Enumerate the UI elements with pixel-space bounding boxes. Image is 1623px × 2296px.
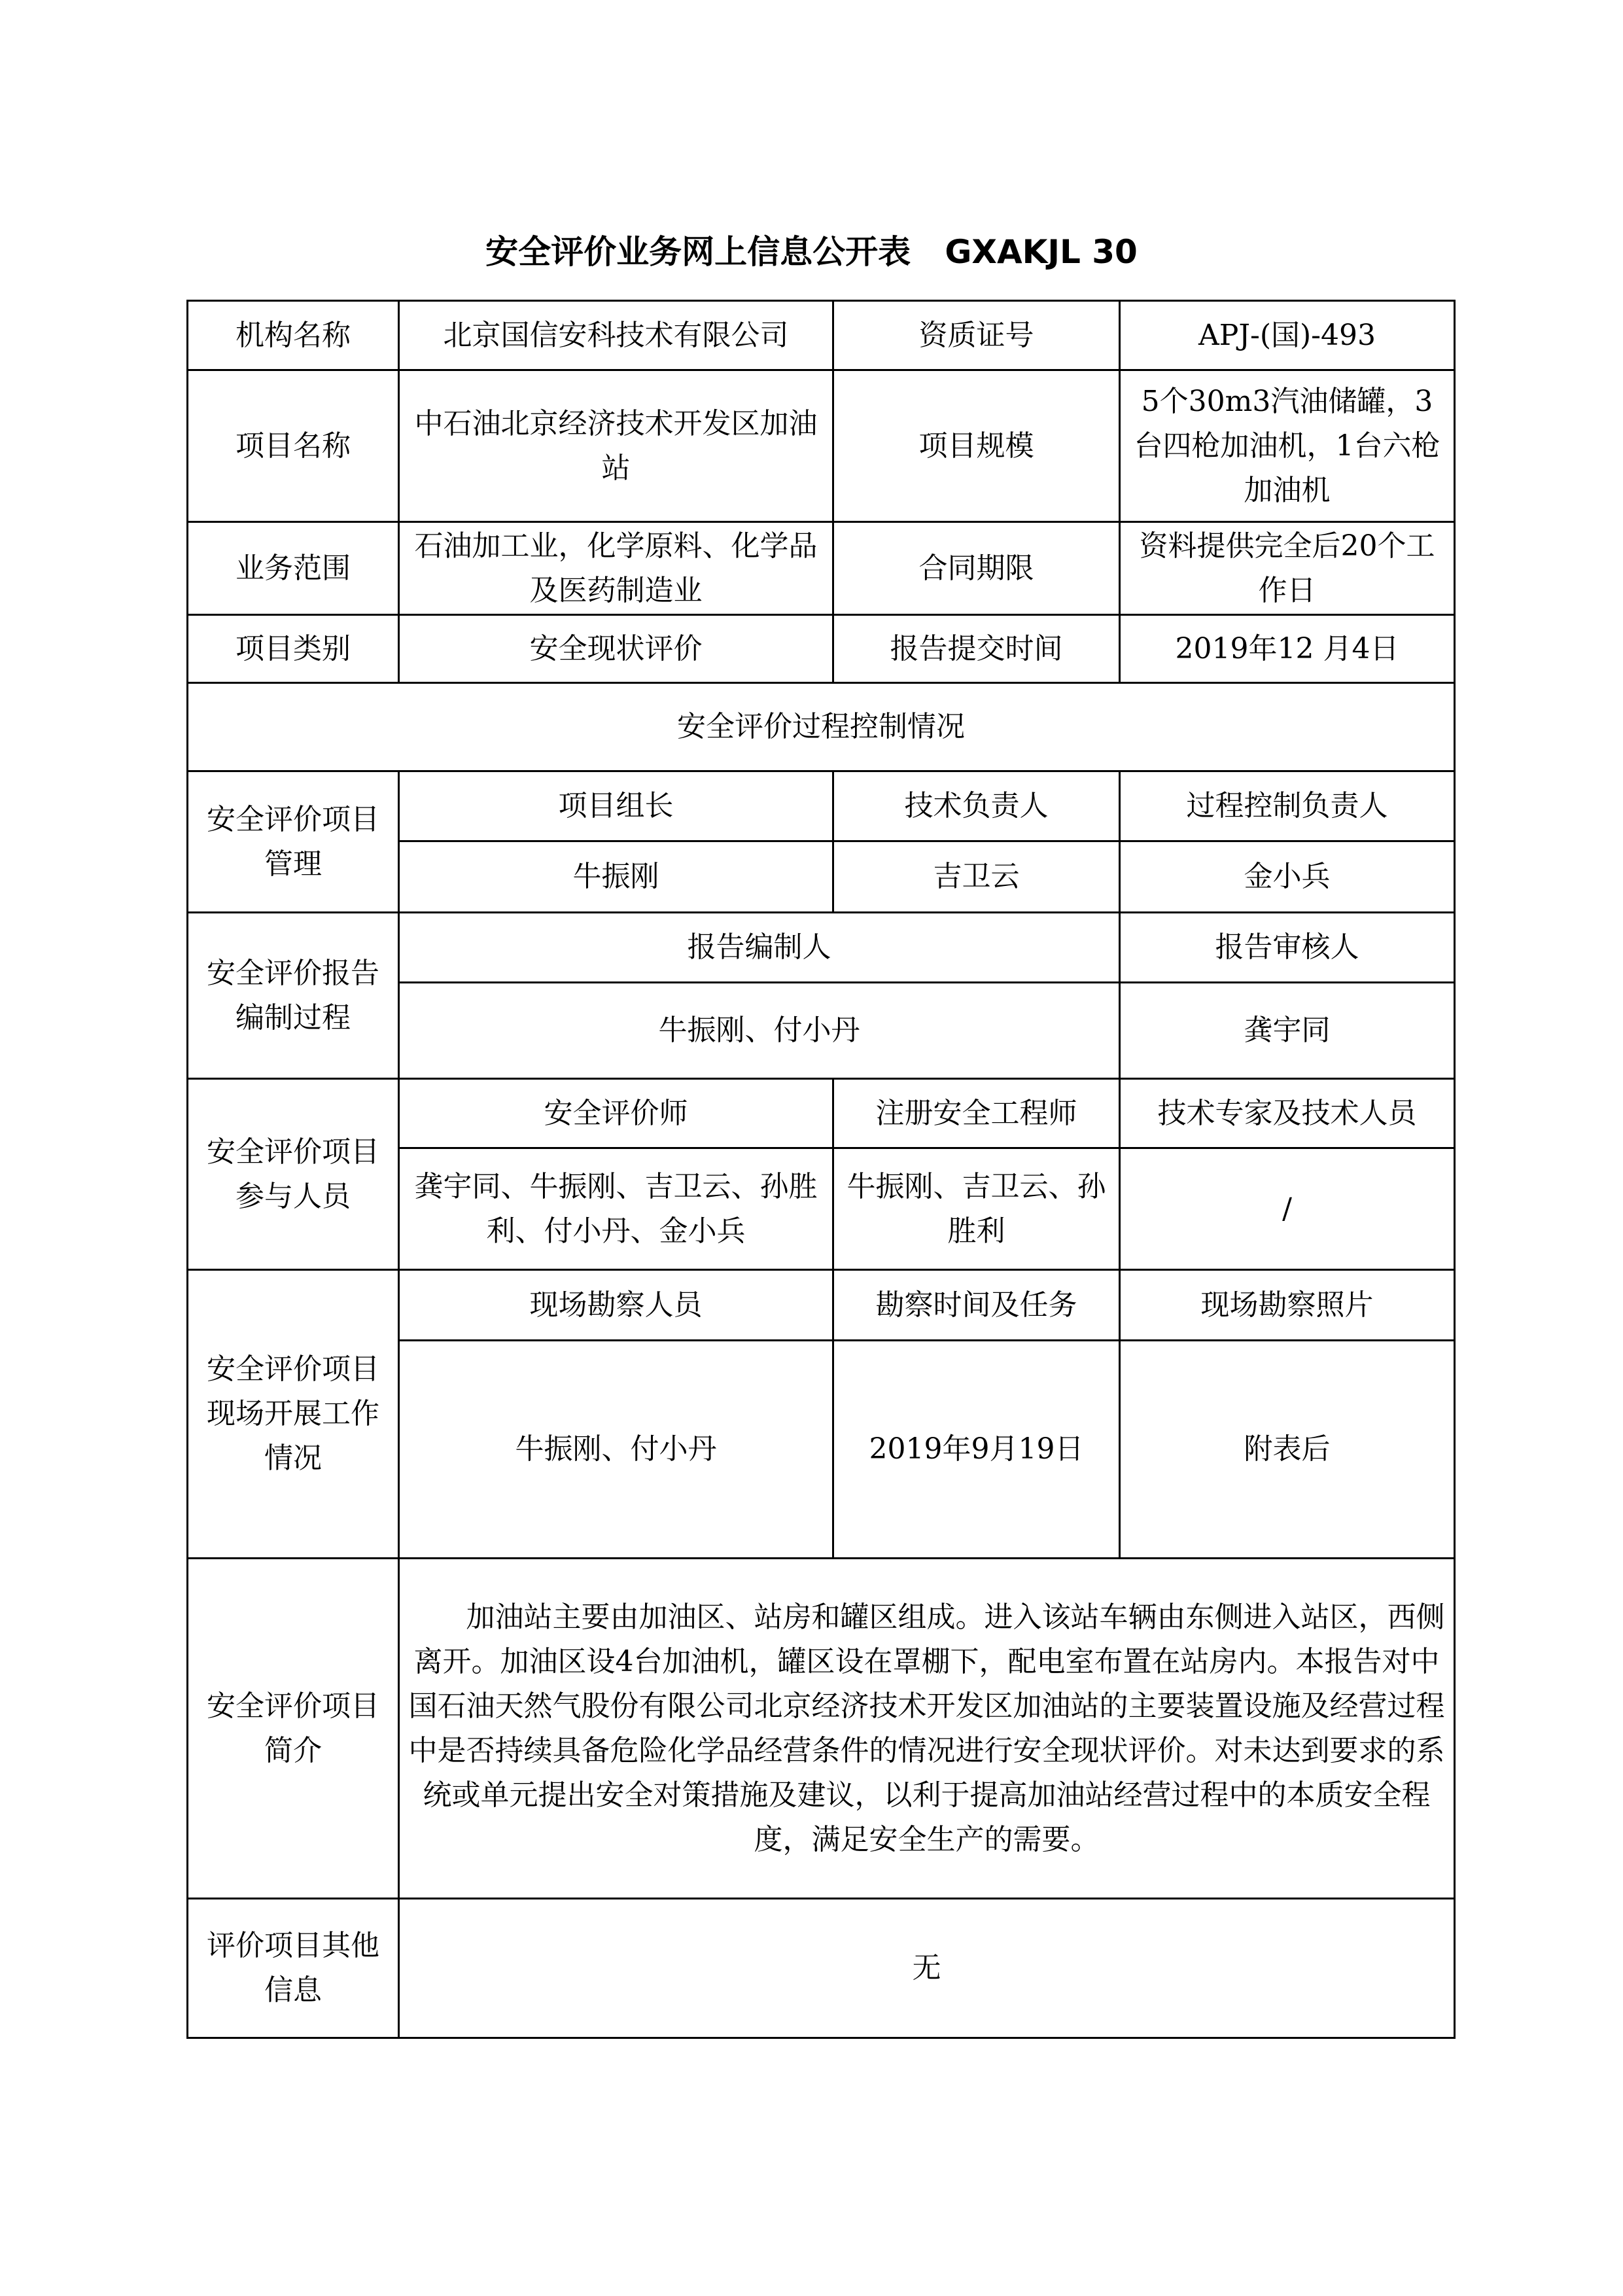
cert-no-value: APJ-(国)-493 <box>1120 301 1455 370</box>
business-scope-label: 业务范围 <box>188 522 399 615</box>
business-scope-value: 石油加工业，化学原料、化学品及医药制造业 <box>399 522 833 615</box>
mgmt-control-value: 金小兵 <box>1120 841 1455 913</box>
staff-head-engineer: 注册安全工程师 <box>833 1079 1120 1148</box>
row-summary <box>188 1559 1455 1899</box>
site-head-staff: 现场勘察人员 <box>399 1270 833 1341</box>
summary-label: 安全评价项目简介 <box>188 1559 399 1899</box>
project-name-value: 中石油北京经济技术开发区加油站 <box>399 370 833 522</box>
mgmt-head-control: 过程控制负责人 <box>1120 771 1455 841</box>
row-mgmt-head <box>188 771 1455 841</box>
report-label: 安全评价报告编制过程 <box>188 913 399 1079</box>
site-label: 安全评价项目现场开展工作情况 <box>188 1270 399 1559</box>
org-name-label: 机构名称 <box>188 301 399 370</box>
contract-term-value: 资料提供完全后20个工作日 <box>1120 522 1455 615</box>
staff-head-expert: 技术专家及技术人员 <box>1120 1079 1455 1148</box>
row-project <box>188 370 1455 522</box>
project-type-label: 项目类别 <box>188 615 399 683</box>
staff-experts-value: / <box>1120 1148 1455 1270</box>
mgmt-tech-value: 吉卫云 <box>833 841 1120 913</box>
project-scale-label: 项目规模 <box>833 370 1120 522</box>
row-report-head <box>188 913 1455 983</box>
report-date-value: 2019年12 月4日 <box>1120 615 1455 683</box>
staff-engineers-value: 牛振刚、吉卫云、孙胜利 <box>833 1148 1120 1270</box>
cert-no-label: 资质证号 <box>833 301 1120 370</box>
summary-cell <box>399 1559 1455 1899</box>
staff-assessors-value: 龚宇同、牛振刚、吉卫云、孙胜利、付小丹、金小兵 <box>399 1148 833 1270</box>
mgmt-label: 安全评价项目管理 <box>188 771 399 913</box>
report-reviewer-value: 龚宇同 <box>1120 983 1455 1079</box>
row-site-head <box>188 1270 1455 1341</box>
mgmt-leader-value: 牛振刚 <box>399 841 833 913</box>
site-head-time: 勘察时间及任务 <box>833 1270 1120 1341</box>
row-org <box>188 301 1455 370</box>
site-head-photo: 现场勘察照片 <box>1120 1270 1455 1341</box>
org-name-value: 北京国信安科技术有限公司 <box>399 301 833 370</box>
row-scope <box>188 522 1455 615</box>
process-section-title: 安全评价过程控制情况 <box>188 683 1455 771</box>
summary-text: 加油站主要由加油区、站房和罐区组成。进入该站车辆由东侧进入站区，西侧离开。加油区设4台加油机，罐区设在罩棚下，配电室布置在站房内。本报告对中国石油天然气股份有限公司北京经济技术开发区加油站的主要装置设施及经营过程中是否持续具备危险化学品经营条件的情况进行安全现状评价。对未达到要求的系统或单元提出安全对策措施及建议，以利于提高加油站经营过程中的本质安全程度，满足安全生产的需要。 <box>408 1600 1445 1856</box>
mgmt-head-tech: 技术负责人 <box>833 771 1120 841</box>
other-label: 评价项目其他信息 <box>188 1899 399 2038</box>
report-head-reviewer: 报告审核人 <box>1120 913 1455 983</box>
project-scale-value: 5个30m3汽油储罐，3台四枪加油机，1台六枪加油机 <box>1120 370 1455 522</box>
site-time-value: 2019年9月19日 <box>833 1341 1120 1559</box>
report-date-label: 报告提交时间 <box>833 615 1120 683</box>
contract-term-label: 合同期限 <box>833 522 1120 615</box>
row-type <box>188 615 1455 683</box>
site-staff-value: 牛振刚、付小丹 <box>399 1341 833 1559</box>
disclosure-form-table <box>186 300 1456 2039</box>
project-name-label: 项目名称 <box>188 370 399 522</box>
page-title: 安全评价业务网上信息公开表 GXAKJL 30 <box>485 233 1138 271</box>
row-other <box>188 1899 1455 2038</box>
site-photo-value: 附表后 <box>1120 1341 1455 1559</box>
row-process-title <box>188 683 1455 771</box>
row-staff-head <box>188 1079 1455 1148</box>
report-head-author: 报告编制人 <box>399 913 1120 983</box>
staff-label: 安全评价项目参与人员 <box>188 1079 399 1270</box>
mgmt-head-leader: 项目组长 <box>399 771 833 841</box>
other-value: 无 <box>399 1899 1455 2038</box>
staff-head-assessor: 安全评价师 <box>399 1079 833 1148</box>
project-type-value: 安全现状评价 <box>399 615 833 683</box>
report-author-value: 牛振刚、付小丹 <box>399 983 1120 1079</box>
